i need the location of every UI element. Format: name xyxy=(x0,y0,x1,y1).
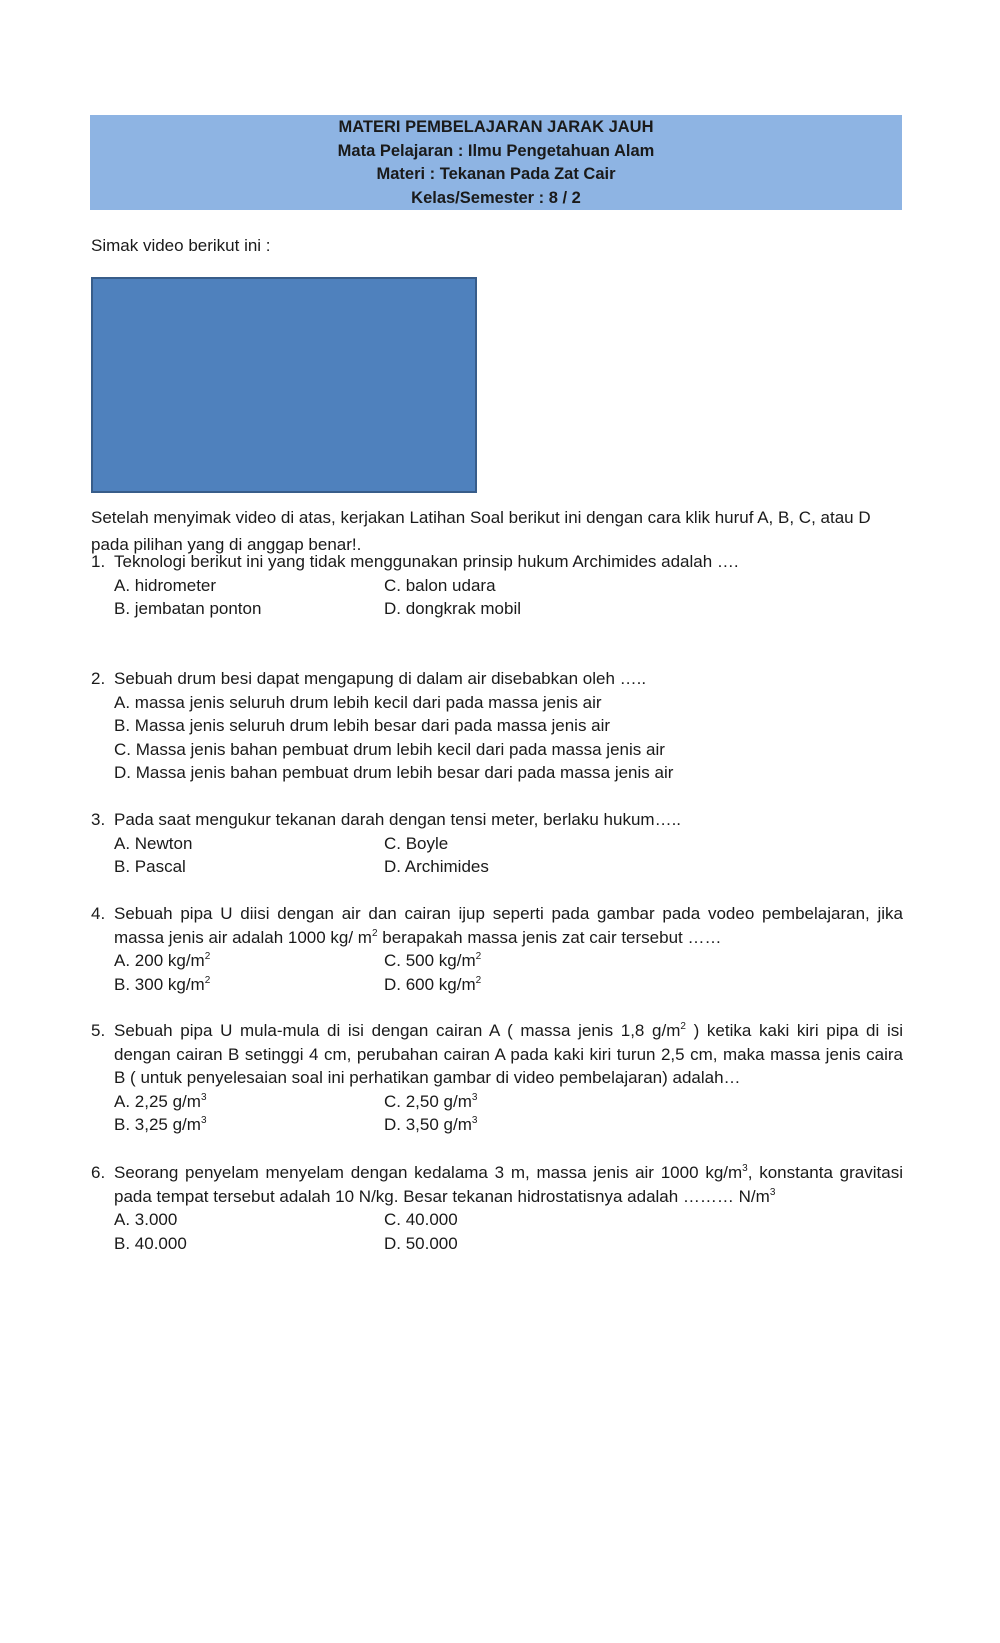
option-a[interactable]: A. 3.000 xyxy=(114,1210,178,1229)
option-b[interactable]: B. Pascal xyxy=(114,857,186,876)
option-d[interactable]: D. 3,50 $g/m^3$ xyxy=(384,1115,478,1134)
question-2 xyxy=(91,667,903,785)
question-3 xyxy=(91,808,903,879)
question-number: 3. xyxy=(91,810,106,829)
option-b[interactable]: B. 300 $kg/m^2$ xyxy=(114,974,211,994)
option-a[interactable]: A. massa jenis seluruh drum lebih kecil dari pada massa jenis air xyxy=(114,692,602,712)
option-c[interactable]: C. Massa jenis bahan pembuat drum lebih kecil dari pada massa jenis air xyxy=(114,739,665,759)
question-6 xyxy=(91,1161,903,1255)
option-a[interactable]: A. Newton xyxy=(114,833,193,853)
question-stem: Sebuah pipa U mula-mula di isi dengan cairan A ( massa jenis 1,8 $g/m^2$ ) ketika kaki kiri pipa di isi dengan cairan B setinggi 4 cm, perubahan cairan A pada kaki kiri turun 2,5 cm, maka massa jenis caira B ( untuk penyelesaian soal ini perhatikan gambar di video pembelajaran) adalah… xyxy=(114,1021,903,1087)
option-d[interactable]: D. 50.000 xyxy=(384,1233,458,1253)
option-c[interactable]: C. 40.000 xyxy=(384,1210,458,1229)
option-b[interactable]: B. Massa jenis seluruh drum lebih besar dari pada massa jenis air xyxy=(114,716,611,735)
header-class-semester: Kelas/Semester : 8 / 2 xyxy=(411,188,581,207)
question-number: 6. xyxy=(91,1163,106,1182)
option-c[interactable]: C. 2,50 $g/m^3$ xyxy=(384,1091,478,1111)
option-b[interactable]: B. jembatan ponton xyxy=(114,599,262,618)
option-c[interactable]: C. 500 $kg/m^2$ xyxy=(384,951,482,970)
option-d[interactable]: D. dongkrak mobil xyxy=(384,599,522,618)
question-number: 2. xyxy=(91,669,106,688)
question-stem: Teknologi berikut ini yang tidak menggunakan prinsip hukum Archimides adalah …. xyxy=(114,552,739,571)
question-stem: Seorang penyelam menyelam dengan kedalama 3 m, massa jenis air 1000 $kg/m^3$, konstanta gravitasi pada tempat tersebut adalah 10 N/kg. Besar tekanan hidrostatisnya adalah ……… $N/m^3$ xyxy=(114,1163,903,1206)
header-topic: Materi : Tekanan Pada Zat Cair xyxy=(376,165,616,183)
option-b[interactable]: B. 40.000 xyxy=(114,1233,187,1253)
question-number: 5. xyxy=(91,1021,106,1040)
option-c[interactable]: C. Boyle xyxy=(384,833,449,853)
question-number: 1. xyxy=(91,552,106,571)
video-intro-text: Simak video berikut ini : xyxy=(91,236,271,255)
video-embed[interactable] xyxy=(91,277,477,493)
option-a[interactable]: A. 2,25 $g/m^3$ xyxy=(114,1091,207,1111)
option-d[interactable]: D. 600 $kg/m^2$ xyxy=(384,974,482,994)
question-4 xyxy=(91,902,903,996)
instructions-text: Setelah menyimak video di atas, kerjakan Latihan Soal berikut ini dengan cara klik huruf A, B, C, atau D pada pilihan yang di anggap benar!. xyxy=(91,508,871,554)
option-a[interactable]: A. hidrometer xyxy=(114,575,217,595)
question-1 xyxy=(91,550,903,621)
option-b[interactable]: B. 3,25 $g/m^3$ xyxy=(114,1115,207,1134)
question-stem: Sebuah pipa U diisi dengan air dan cairan ijup seperti pada gambar pada vodeo pembelajaran, jika massa jenis air adalah 1000 kg/ $m^2$ berapakah massa jenis zat cair tersebut …… xyxy=(114,904,903,947)
question-stem: Pada saat mengukur tekanan darah dengan tensi meter, berlaku hukum….. xyxy=(114,810,682,829)
question-stem: Sebuah drum besi dapat mengapung di dalam air disebabkan oleh ….. xyxy=(114,669,647,688)
document-header xyxy=(90,115,902,210)
option-d[interactable]: D. Archimides xyxy=(384,857,489,876)
header-subject: Mata Pelajaran : Ilmu Pengetahuan Alam xyxy=(337,141,655,160)
question-number: 4. xyxy=(91,904,106,923)
header-title: MATERI PEMBELAJARAN JARAK JAUH xyxy=(338,118,654,136)
question-5 xyxy=(91,1019,903,1137)
option-a[interactable]: A. 200 $kg/m^2$ xyxy=(114,951,211,970)
option-c[interactable]: C. balon udara xyxy=(384,575,496,595)
option-d[interactable]: D. Massa jenis bahan pembuat drum lebih besar dari pada massa jenis air xyxy=(114,763,674,782)
